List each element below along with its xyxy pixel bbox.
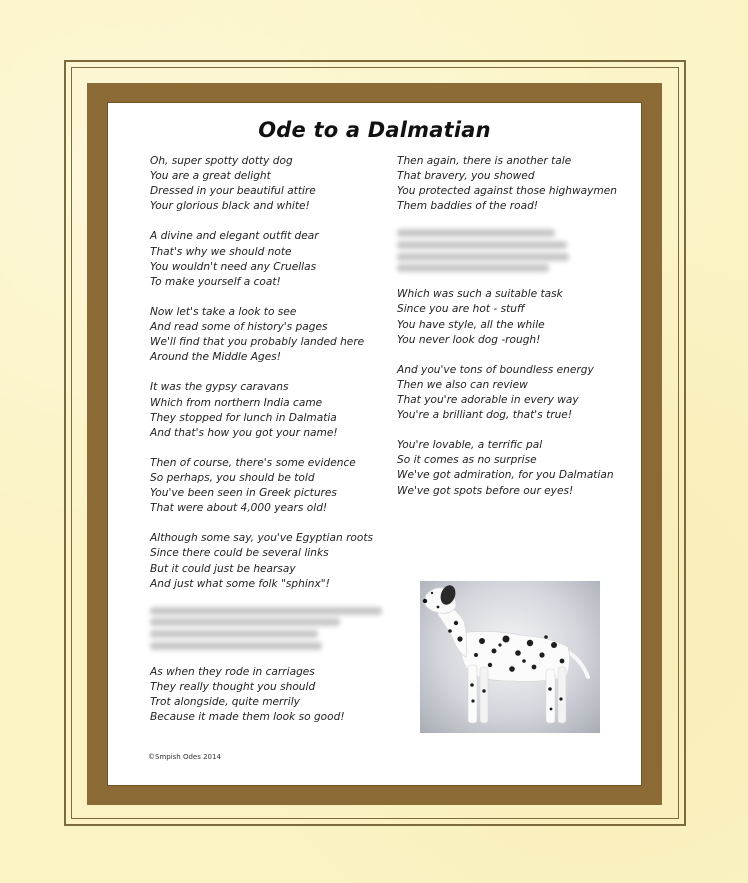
poem-right-column (397, 154, 633, 514)
poem-line: You are a great delight (150, 170, 271, 183)
poem-line: You're a brilliant dog, that's true! (397, 409, 573, 422)
poem-line: Then we also can review (397, 378, 528, 391)
dalmatian-photo (420, 581, 600, 733)
poem-line: Because it made them look so good! (150, 710, 345, 723)
poem-line: As when they rode in carriages (150, 665, 315, 678)
dalmatian-dog-icon (420, 581, 600, 733)
poem-paper (107, 102, 642, 786)
poem-line: Since you are hot - stuff (397, 303, 525, 316)
poem-line: We'll find that you probably landed here (150, 336, 365, 349)
poem-line: That bravery, you showed (397, 170, 535, 183)
poem-line: That were about 4,000 years old! (150, 502, 328, 515)
poem-line: Then again, there is another tale (397, 155, 572, 167)
poem-line: You've been seen in Greek pictures (150, 487, 337, 500)
poem-stanza (150, 229, 386, 289)
poem-line: A divine and elegant outfit dear (150, 230, 319, 243)
poem-line: That you're adorable in every way (397, 394, 579, 406)
poem-line: You're lovable, a terrific pal (397, 439, 543, 452)
poem-line: Which from northern India came (150, 396, 323, 409)
poem-line: They really thought you should (150, 680, 316, 693)
poem-line: Now let's take a look to see (150, 305, 297, 318)
poem-stanza (397, 438, 633, 498)
poem-line: Dressed in your beautiful attire (150, 185, 316, 198)
poem-stanza (150, 154, 386, 214)
poem-line: We've got spots before our eyes! (397, 484, 574, 497)
poem-line: And you've tons of boundless energy (397, 363, 594, 376)
poem-line: You wouldn't need any Cruellas (150, 260, 317, 273)
poem-line: And read some of history's pages (150, 321, 328, 334)
poem-line: We've got admiration, for you Dalmatian (397, 469, 614, 482)
poem-stanza (150, 456, 386, 516)
poem-line: You protected against those highwaymen (397, 185, 617, 198)
poem-line: That's why we should note (150, 245, 292, 258)
poem-stanza (150, 305, 386, 365)
poem-line: Them baddies of the road! (397, 200, 539, 213)
poem-line: Around the Middle Ages! (150, 351, 281, 364)
poem-line: And just what some folk "sphinx"! (150, 577, 330, 590)
poem-stanza (150, 665, 386, 725)
poem-stanza (397, 287, 633, 347)
poem-line: To make yourself a coat! (150, 275, 281, 288)
poem-line: They stopped for lunch in Dalmatia (150, 411, 337, 424)
poem-title: Ode to a Dalmatian (258, 118, 491, 142)
poem-line: You have style, all the while (397, 318, 545, 331)
poem-line: But it could just be hearsay (150, 562, 296, 575)
poem-line: Then of course, there's some evidence (150, 456, 356, 469)
blurred-stanza (397, 229, 633, 272)
poem-line: So it comes as no surprise (397, 454, 537, 467)
poem-stanza (397, 154, 633, 214)
poem-line: And that's how you got your name! (150, 426, 338, 439)
poem-line: Although some say, you've Egyptian roots (150, 532, 374, 545)
poem-stanza (150, 380, 386, 440)
poem-line: Which was such a suitable task (397, 288, 563, 301)
poem-line: Your glorious black and white! (150, 200, 310, 213)
poem-line: You never look dog -rough! (397, 333, 541, 346)
poem-line: Since there could be several links (150, 547, 329, 560)
poem-stanza (150, 531, 386, 591)
poem-line: It was the gypsy caravans (150, 381, 289, 394)
blurred-stanza (150, 607, 386, 650)
copyright-note: ©Smpish Odes 2014 (148, 753, 221, 761)
poem-line: So perhaps, you should be told (150, 471, 315, 484)
poem-line: Trot alongside, quite merrily (150, 695, 300, 708)
poem-left-column (150, 154, 386, 740)
poem-line: Oh, super spotty dotty dog (150, 155, 293, 167)
poem-stanza (397, 363, 633, 423)
